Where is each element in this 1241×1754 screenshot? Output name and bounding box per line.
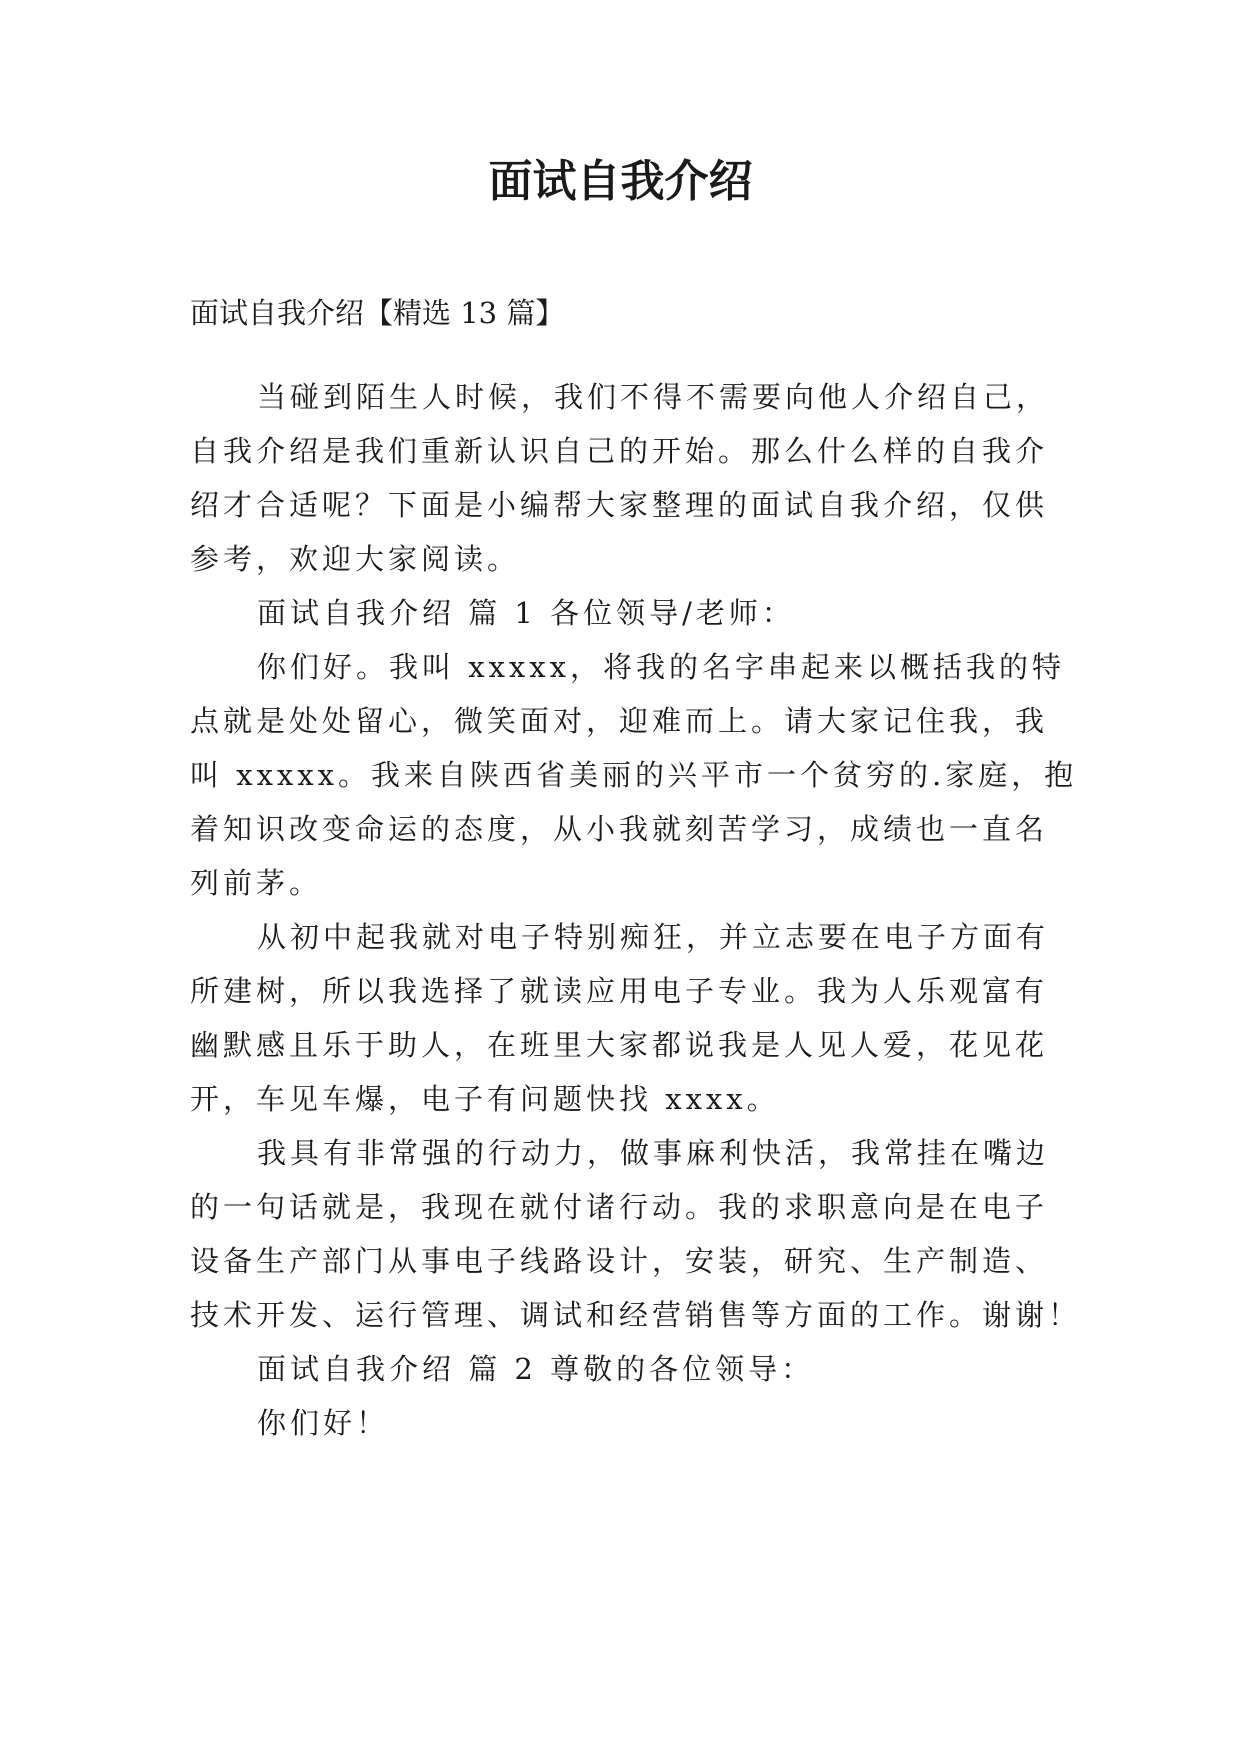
- document-subtitle: 面试自我介绍【精选 13 篇】: [190, 296, 565, 330]
- paragraph-line: 着知识改变命运的态度，从小我就刻苦学习，成绩也一直名: [190, 812, 1049, 846]
- paragraph-line: 参考，欢迎大家阅读。: [190, 542, 521, 576]
- paragraph-line: 幽默感且乐于助人，在班里大家都说我是人见人爱，花见花: [190, 1028, 1049, 1062]
- paragraph-line: 技术开发、运行管理、调试和经营销售等方面的工作。谢谢！: [190, 1298, 1082, 1332]
- paragraph-line: 开，车见车爆，电子有问题快找 xxxx。: [190, 1082, 780, 1116]
- paragraph-line: 我具有非常强的行动力，做事麻利快活，我常挂在嘴边: [257, 1136, 1050, 1170]
- paragraph-line: 自我介绍是我们重新认识自己的开始。那么什么样的自我介: [190, 434, 1049, 468]
- paragraph-line: 你们好。我叫 xxxxx，将我的名字串起来以概括我的特: [257, 650, 1065, 684]
- paragraph-line: 绍才合适呢？下面是小编帮大家整理的面试自我介绍，仅供: [190, 488, 1049, 522]
- paragraph-line: 设备生产部门从事电子线路设计，安装，研究、生产制造、: [190, 1244, 1049, 1278]
- paragraph-line: 从初中起我就对电子特别痴狂，并立志要在电子方面有: [257, 920, 1050, 954]
- section-heading: 面试自我介绍 篇 2 尊敬的各位领导：: [257, 1352, 815, 1386]
- paragraph-line: 叫 xxxxx。我来自陕西省美丽的兴平市一个贫穷的.家庭，抱: [190, 758, 1078, 792]
- document-title: 面试自我介绍: [488, 156, 753, 207]
- section-heading: 面试自我介绍 篇 1 各位领导/老师：: [257, 596, 795, 630]
- paragraph-line: 当碰到陌生人时候，我们不得不需要向他人介绍自己，: [257, 380, 1050, 414]
- paragraph-line: 点就是处处留心，微笑面对，迎难而上。请大家记住我，我: [190, 704, 1049, 738]
- paragraph-line: 你们好！: [257, 1406, 390, 1440]
- paragraph-line: 列前茅。: [190, 866, 323, 900]
- paragraph-line: 的一句话就是，我现在就付诸行动。我的求职意向是在电子: [190, 1190, 1049, 1224]
- paragraph-line: 所建树，所以我选择了就读应用电子专业。我为人乐观富有: [190, 974, 1049, 1008]
